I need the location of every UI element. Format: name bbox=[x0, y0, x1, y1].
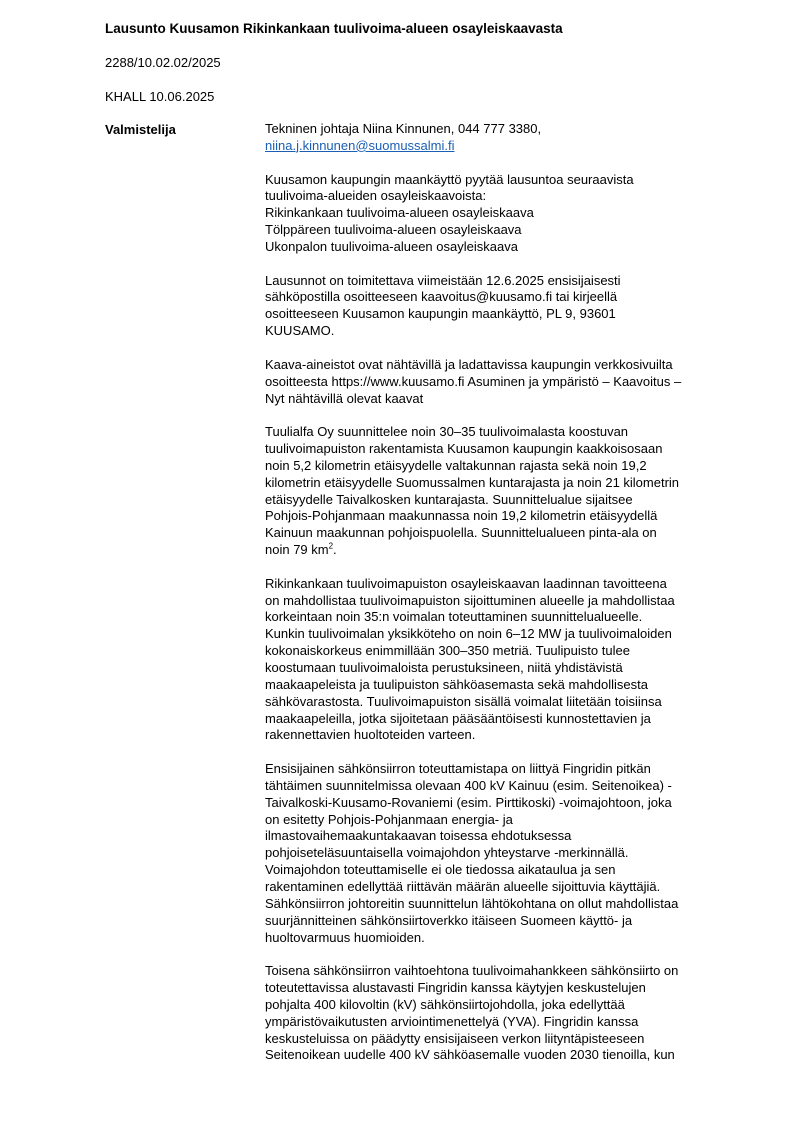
paragraph-line: Toisena sähkönsiirron vaihtoehtona tuulivoimahankkeen sähkönsiirto on bbox=[265, 963, 679, 979]
paragraph-line: Seitenoikean uudelle 400 kV sähköasemalle vuoden 2030 tienoilla, kun bbox=[265, 1047, 675, 1063]
paragraph-line: etäisyydelle Taivalkosken kuntarajasta. Suunnittelualue sijaitsee bbox=[265, 491, 633, 507]
paragraph-line: Ukonpalon tuulivoima-alueen osayleiskaava bbox=[265, 238, 518, 254]
paragraph-line: tuulivoima-alueiden osayleiskaavoista: bbox=[265, 188, 487, 204]
body-paragraph bbox=[265, 963, 737, 1064]
paragraph-line: Kaava-aineistot ovat nähtävillä ja ladattavissa kaupungin verkkosivuilta bbox=[265, 356, 673, 372]
superscript-exponent: 2 bbox=[328, 541, 334, 551]
meeting-identifier: KHALL 10.06.2025 bbox=[105, 89, 215, 104]
paragraph-line: Kunkin tuulivoimalan yksikköteho on noin 6–12 MW ja tuulivoimaloiden bbox=[265, 626, 672, 642]
paragraph-line: Rikinkankaan tuulivoima-alueen osayleiskaava bbox=[265, 205, 534, 221]
paragraph-line: Kainuun maakunnan pohjoispuolella. Suunnittelualueen pinta-ala on bbox=[265, 525, 657, 541]
preparer-label: Valmistelija bbox=[105, 122, 176, 137]
paragraph-line: Taivalkoski-Kuusamo-Rovaniemi (esim. Pirttikoski) -voimajohtoon, joka bbox=[265, 794, 672, 810]
document-body bbox=[265, 121, 737, 1081]
paragraph-line: on mahdollistaa tuulivoimapuiston sijoittuminen alueelle ja mahdollistaa bbox=[265, 592, 675, 608]
paragraph-line: maakaapeleista ja tuulipuiston sähköasemasta sekä mahdollisesta bbox=[265, 676, 648, 692]
paragraph-line: on esitetty Pohjois-Pohjanmaan energia- ja bbox=[265, 811, 513, 827]
paragraph-line: KUUSAMO. bbox=[265, 323, 335, 339]
preparer-contact: Tekninen johtaja Niina Kinnunen, 044 777 3380, bbox=[265, 121, 542, 136]
body-paragraph bbox=[265, 357, 737, 408]
paragraph-line: korkeintaan noin 35:n voimalan toteuttaminen suunnittelualueelle. bbox=[265, 609, 643, 625]
paragraph-line: Tuulialfa Oy suunnittelee noin 30–35 tuulivoimalasta koostuvan bbox=[265, 424, 629, 440]
paragraph-line: kilometrin etäisyydelle Suomussalmen kuntarajasta ja noin 21 kilometrin bbox=[265, 474, 680, 490]
paragraph-line: Lausunnot on toimitettava viimeistään 12.6.2025 ensisijaisesti bbox=[265, 272, 621, 288]
paragraph-line: huoltovarmuus huomioiden. bbox=[265, 929, 425, 945]
reference-number: 2288/10.02.02/2025 bbox=[105, 55, 221, 70]
paragraph-line: Pohjois-Pohjanmaan maakunnassa noin 19,2 kilometrin etäisyydellä bbox=[265, 508, 658, 524]
body-paragraph bbox=[265, 424, 737, 559]
area-value: noin 79 km bbox=[265, 542, 329, 558]
document-title: Lausunto Kuusamon Rikinkankaan tuulivoima-alueen osayleiskaavasta bbox=[105, 21, 563, 36]
paragraph-line: Kuusamon kaupungin maankäyttö pyytää lausuntoa seuraavista bbox=[265, 171, 634, 187]
body-paragraph bbox=[265, 761, 737, 946]
paragraph-line bbox=[265, 542, 737, 559]
paragraph-line: keskusteluissa on päädytty ensisijaiseen verkon liityntäpisteeseen bbox=[265, 1030, 645, 1046]
paragraph-line: maakaapeleilla, jotka sijoitetaan pääsääntöisesti kunnostettavien ja bbox=[265, 710, 651, 726]
line-end-punctuation: . bbox=[333, 542, 337, 558]
paragraph-line: suurjännitteinen sähkönsiirtoverkko itäiseen Suomeen käyttö- ja bbox=[265, 912, 633, 928]
body-paragraph bbox=[265, 273, 737, 340]
paragraph-line: Sähkönsiirron johtoreitin suunnittelun lähtökohtana on ollut mahdollistaa bbox=[265, 895, 679, 911]
paragraph-line: tuulivoimapuiston rakentamista Kuusamon kaupungin kaakkoisosaan bbox=[265, 441, 663, 457]
paragraph-line: Voimajohdon toteuttamiselle ei ole tiedossa aikataulua ja sen bbox=[265, 862, 616, 878]
body-paragraphs bbox=[265, 172, 737, 1065]
paragraph-line: kokonaiskorkeus enimmillään 300–350 metriä. Tuulipuisto tulee bbox=[265, 643, 630, 659]
preparer-block bbox=[265, 121, 737, 155]
preparer-email-link[interactable]: niina.j.kinnunen@suomussalmi.fi bbox=[265, 137, 455, 153]
paragraph-line: pohjalta 400 kilovoltin (kV) sähkönsiirtojohdolla, joka edellyttää bbox=[265, 996, 625, 1012]
paragraph-line: osoitteesta https://www.kuusamo.fi Asuminen ja ympäristö – Kaavoitus – bbox=[265, 373, 682, 389]
paragraph-line: koostumaan tuulivoimaloista perustuksineen, niitä yhdistävistä bbox=[265, 660, 623, 675]
paragraph-line: rakentaminen edellyttää riittävän määrän alueelle sijoittuvia käyttäjiä. bbox=[265, 878, 661, 894]
paragraph-line: ilmastovaihemaakuntakaavan toisessa ehdotuksessa bbox=[265, 828, 572, 844]
paragraph-line: Ensisijainen sähkönsiirron toteuttamistapa on liittyä Fingridin pitkän bbox=[265, 761, 651, 777]
paragraph-line: Nyt nähtävillä olevat kaavat bbox=[265, 390, 424, 406]
paragraph-line: tähtäimen suunnitelmissa olevaan 400 kV Kainuu (esim. Seitenoikea) - bbox=[265, 777, 672, 793]
paragraph-line: ympäristövaikutusten arviointimenettelyä (YVA). Fingridin kanssa bbox=[265, 1013, 639, 1029]
paragraph-line: rakennettavien huoltoteiden varteen. bbox=[265, 727, 476, 743]
body-paragraph bbox=[265, 576, 737, 744]
paragraph-line: sähköpostilla osoitteeseen kaavoitus@kuusamo.fi tai kirjeellä bbox=[265, 289, 618, 305]
paragraph-line: noin 5,2 kilometrin etäisyydelle valtakunnan rajasta sekä noin 19,2 bbox=[265, 457, 647, 473]
body-paragraph bbox=[265, 172, 737, 256]
paragraph-line: pohjoiseteläsuuntaisella voimajohdon yhteystarve -merkinnällä. bbox=[265, 845, 629, 861]
paragraph-line: Tölppäreen tuulivoima-alueen osayleiskaava bbox=[265, 222, 522, 238]
paragraph-line: Rikinkankaan tuulivoimapuiston osayleiskaavan laadinnan tavoitteena bbox=[265, 575, 667, 591]
paragraph-line: osoitteeseen Kuusamon kaupungin maankäyttö, PL 9, 93601 bbox=[265, 306, 616, 322]
paragraph-line: toteutettavissa alustavasti Fingridin kanssa käytyjen keskustelujen bbox=[265, 980, 646, 996]
paragraph-line: sähkövarastosta. Tuulivoimapuiston sisällä voimalat liitetään toisiinsa bbox=[265, 693, 662, 709]
